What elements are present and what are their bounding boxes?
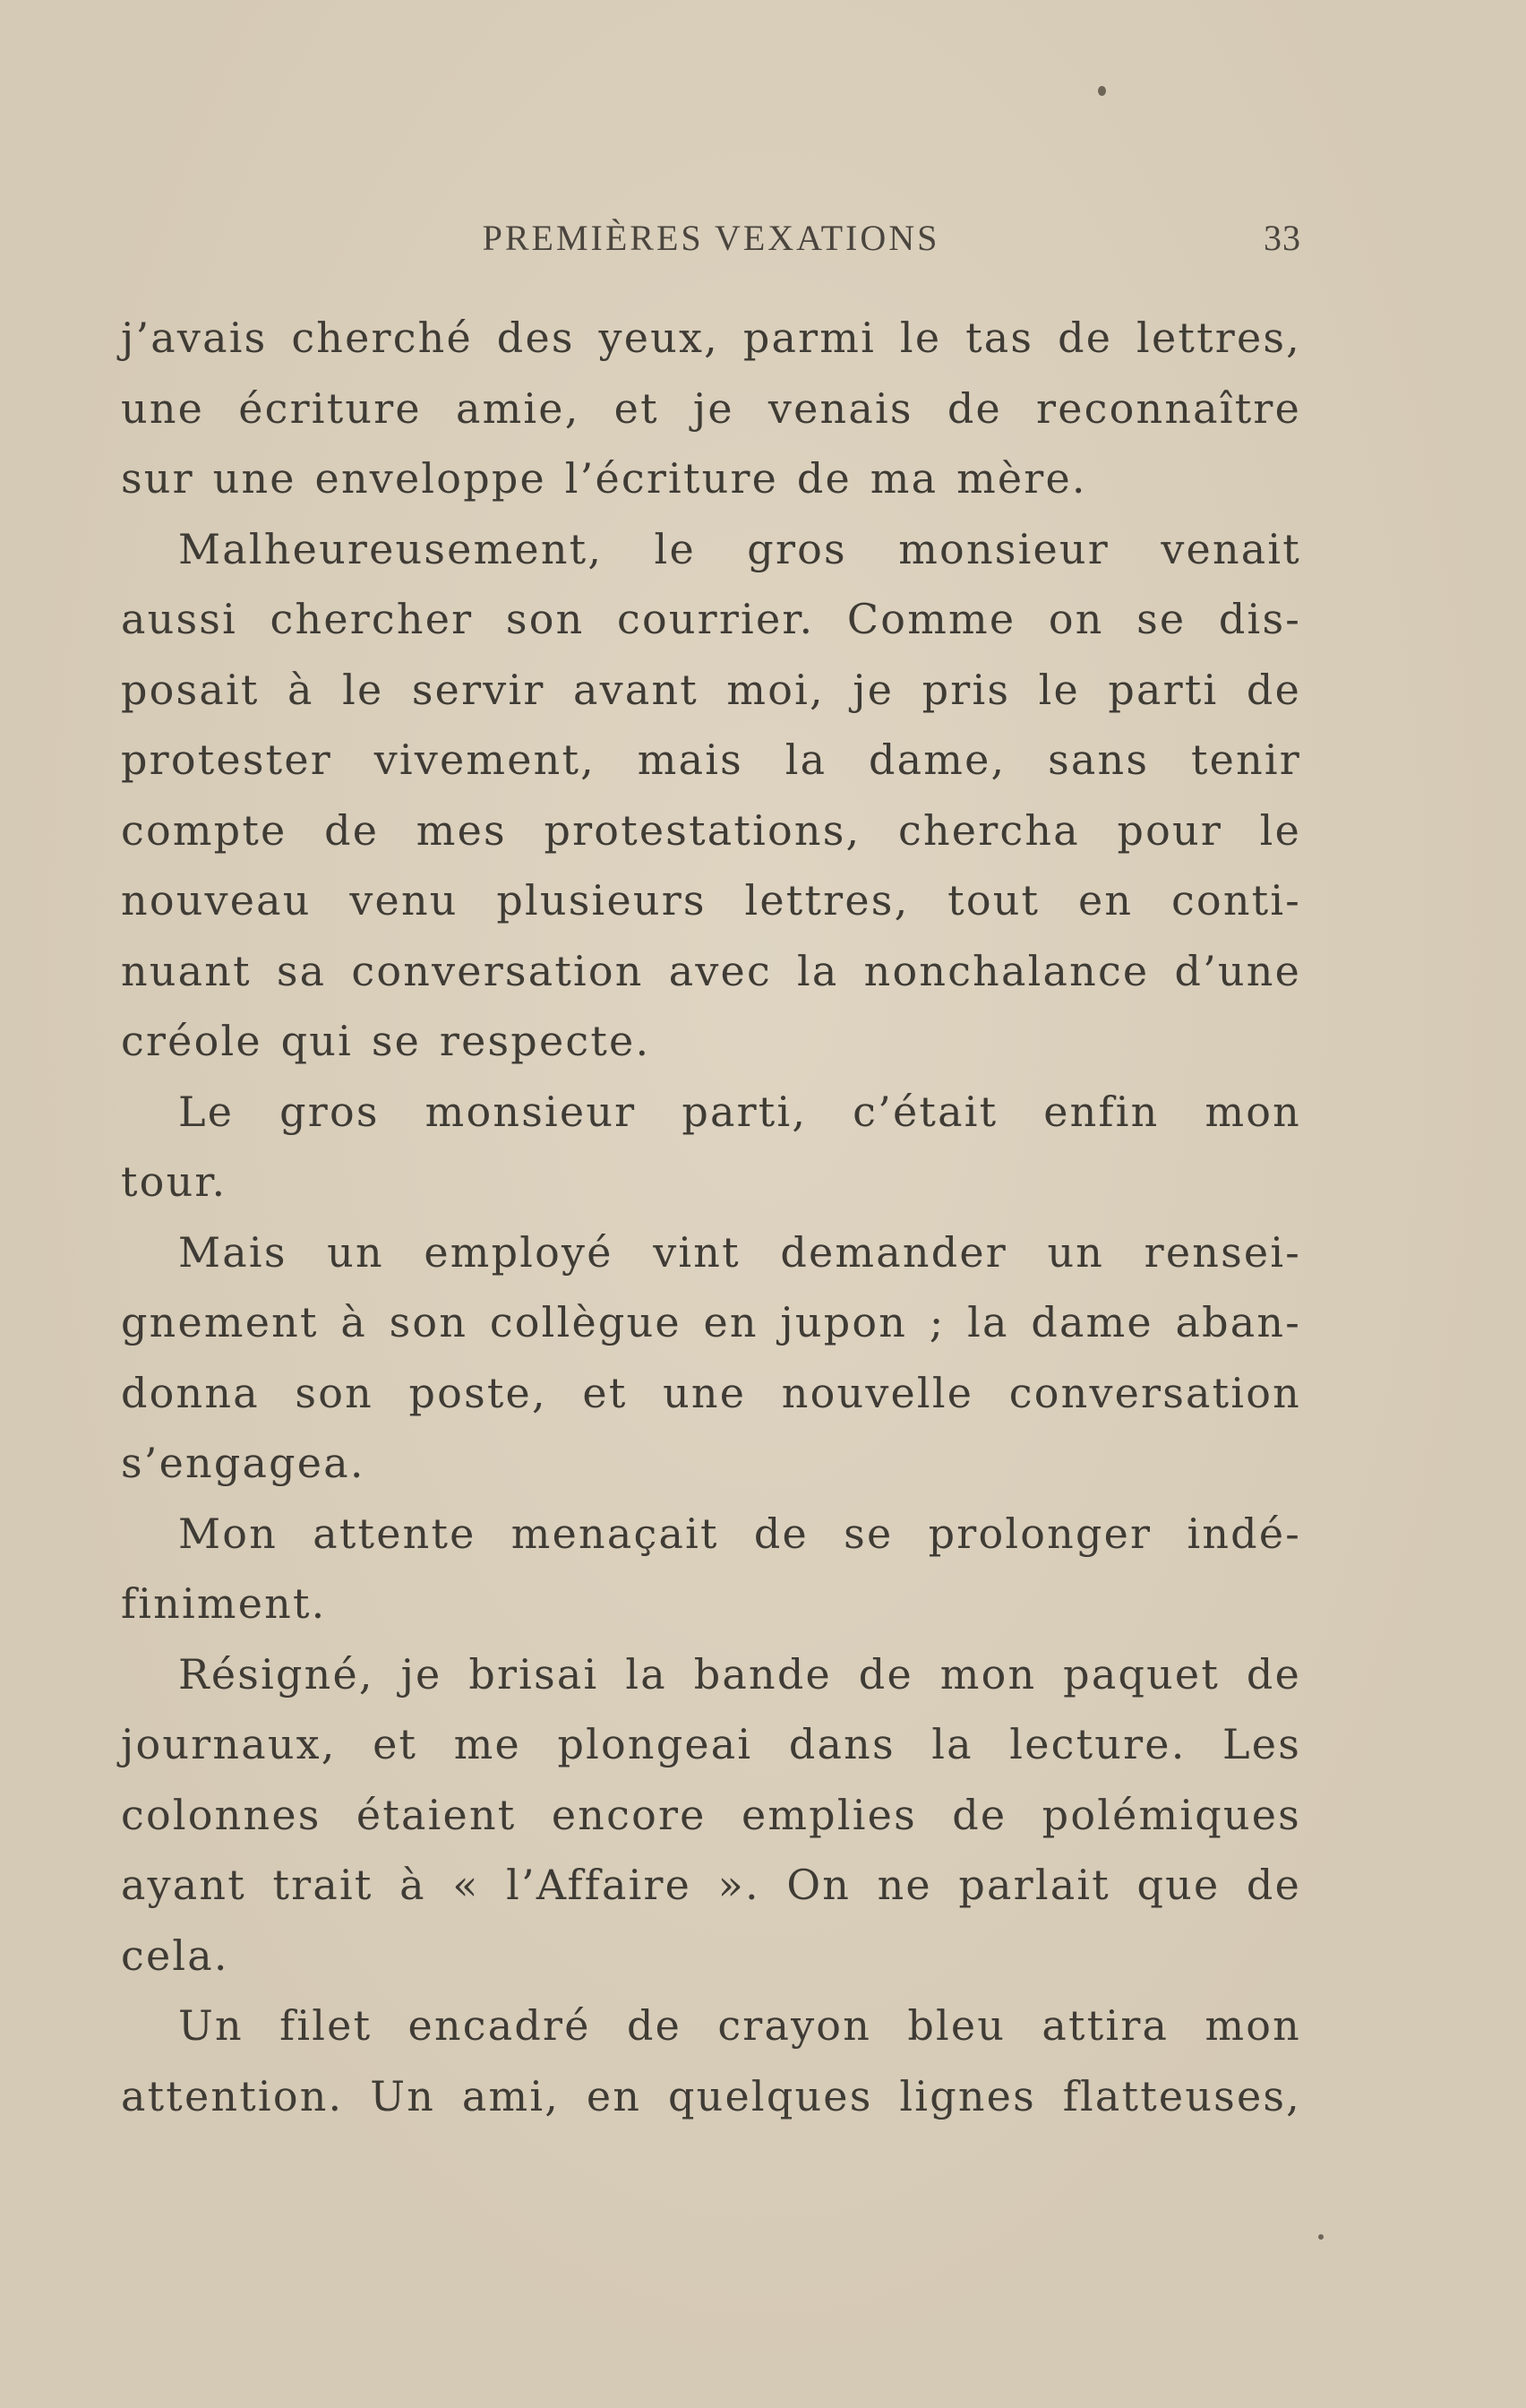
text-line: une écriture amie, et je venais de reconnaître [121, 383, 1301, 433]
text-line: Le gros monsieur parti, c’était enfin mon [178, 1087, 1301, 1136]
text-line: compte de mes protestations, chercha pour le [121, 805, 1301, 855]
text-line: tour. [121, 1157, 227, 1206]
text-line: j’avais cherché des yeux, parmi le tas de lettres, [121, 314, 1301, 362]
text-line: Malheureusement, le gros monsieur venait [178, 524, 1301, 573]
text-line: ayant trait à « l’Affaire ». On ne parlait que de [121, 1861, 1301, 1909]
page-header [121, 217, 1301, 262]
text-line: journaux, et me plongeai dans la lecture. Les [121, 1720, 1301, 1768]
text-line: colonnes étaient encore emplies de polémiques [121, 1790, 1301, 1839]
text-line: finiment. [121, 1579, 327, 1628]
text-line: protester vivement, mais la dame, sans tenir [121, 735, 1301, 784]
text-line: nouveau venu plusieurs lettres, tout en conti- [121, 876, 1301, 924]
text-line: cela. [121, 1931, 229, 1980]
running-title: PREMIÈRES VEXATIONS [482, 218, 940, 258]
ink-speck [1318, 2234, 1324, 2240]
text-line: Mais un employé vint demander un rensei- [178, 1227, 1301, 1277]
text-line: créole qui se respecte. [121, 1017, 651, 1065]
ink-speck [1098, 86, 1106, 96]
text-line: donna son poste, et une nouvelle conversation [121, 1368, 1301, 1417]
body-text [121, 303, 1301, 2131]
text-line: gnement à son collègue en jupon ; la dame aban- [121, 1298, 1301, 1346]
text-line: Mon attente menaçait de se prolonger indé- [178, 1509, 1301, 1558]
page-number: 33 [1264, 218, 1301, 258]
text-line: Un filet encadré de crayon bleu attira mon [178, 2001, 1301, 2050]
text-line: Résigné, je brisai la bande de mon paquet de [178, 1649, 1301, 1698]
text-line: nuant sa conversation avec la nonchalance d’une [121, 946, 1301, 995]
text-line: attention. Un ami, en quelques lignes flatteuses, [121, 2071, 1301, 2120]
text-line: sur une enveloppe l’écriture de ma mère. [121, 454, 1087, 503]
text-line: posait à le servir avant moi, je pris le parti de [121, 665, 1301, 714]
text-line: s’engagea. [121, 1439, 365, 1487]
text-line: aussi chercher son courrier. Comme on se dis- [121, 595, 1301, 643]
